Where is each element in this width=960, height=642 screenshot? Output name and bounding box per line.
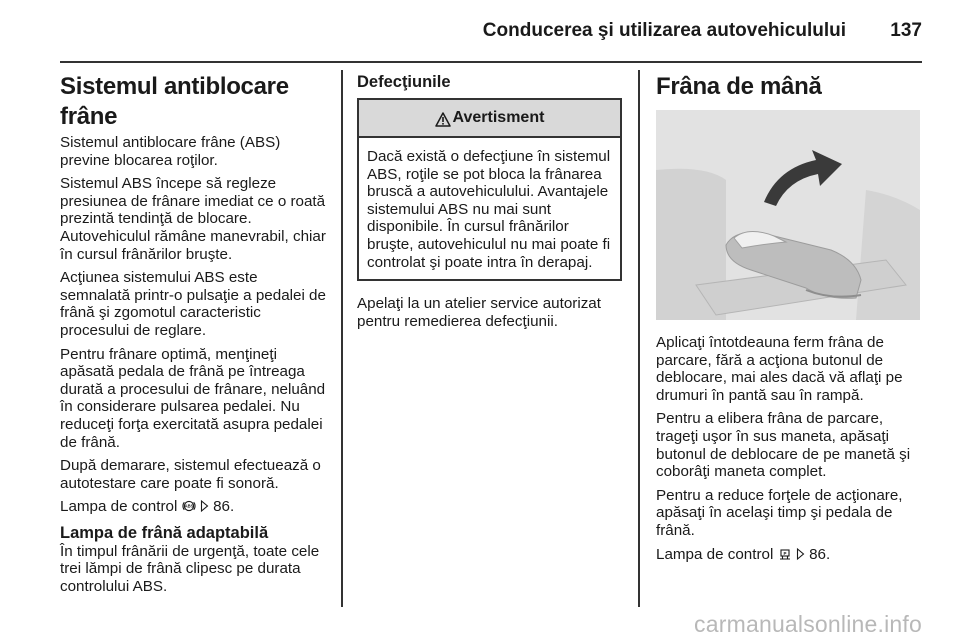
warning-title: Avertisment	[452, 109, 545, 127]
subheading-adaptive-brake-light: Lampa de frână adaptabilă	[60, 523, 269, 542]
column-divider-1	[341, 70, 343, 607]
page-reference: 86.	[809, 545, 831, 563]
watermark: carmanualsonline.info	[694, 611, 922, 637]
section-heading-abs: Sistemul antiblocare frâne	[60, 73, 289, 130]
warning-box	[357, 98, 622, 281]
paragraph: Sistemul ABS începe să regleze presiunea de frânare imediat ce o roată prezintă tendinţă de blocare. Autovehiculul rămâne manevrabil, chiar în cursul frânărilor bruşte.	[60, 175, 326, 263]
warning-text: Dacă există o defecţiune în sistemul ABS, roţile se pot bloca la frânarea bruscă a autovehiculului. Avantajele sistemului ABS nu mai sunt disponibile. În cursul frânărilor bruşte, autovehiculul nu mai poate fi controlat şi poate intra în derapaj.	[367, 148, 611, 271]
svg-text:P: P	[783, 550, 787, 556]
section-heading-faults: Defecţiunile	[357, 73, 451, 91]
column-faults	[357, 72, 622, 336]
warning-header	[359, 100, 620, 138]
parking-brake-illustration	[656, 110, 920, 320]
page-reference-arrow-icon	[796, 547, 805, 561]
parking-brake-lamp-icon	[778, 547, 792, 561]
header-rule	[60, 61, 922, 63]
paragraph: Sistemul antiblocare frâne (ABS) previne blocarea roţilor.	[60, 134, 281, 169]
paragraph: Acţiunea sistemului ABS este semnalată printr-o pulsaţie a pedalei de frână şi zgomotul caracteristic procesului de reglare.	[60, 269, 326, 339]
page-number: 137	[890, 20, 922, 41]
abs-warning-lamp-icon	[182, 499, 196, 513]
paragraph: După demarare, sistemul efectuează o autotestare care poate fi sonoră.	[60, 457, 321, 492]
section-heading-parking-brake: Frâna de mână	[656, 73, 822, 100]
lamp-label: Lampa de control	[656, 545, 774, 563]
page-header	[60, 14, 922, 50]
page-reference: 86.	[213, 498, 235, 516]
column-abs	[60, 72, 330, 602]
paragraph: Apelaţi la un atelier service autorizat pentru remedierea defecţiunii.	[357, 295, 601, 330]
paragraph: Pentru frânare optimă, menţineţi apăsată pedala de frână pe întreaga durată a procesului de frânare, neluând în considerare pulsarea pedalei. Nu reduceţi forţa exercitată asupra pedalei de frână.	[60, 345, 326, 451]
paragraph: Pentru a reduce forţele de acţionare, apăsaţi în acelaşi timp şi pedala de frână.	[656, 486, 903, 539]
svg-text:ABS: ABS	[184, 503, 194, 509]
paragraph: În timpul frânării de urgenţă, toate cele trei lămpi de frână clipesc pe durata controlului ABS.	[60, 542, 320, 596]
page-reference-arrow-icon	[200, 499, 209, 513]
running-title: Conducerea şi utilizarea autovehiculului	[482, 20, 846, 41]
column-divider-2	[638, 70, 640, 607]
paragraph: Pentru a elibera frâna de parcare, trageţi uşor în sus maneta, apăsaţi butonul de deblocare de pe manetă şi coborâţi maneta complet.	[656, 410, 911, 481]
lamp-label: Lampa de control	[60, 498, 178, 516]
paragraph: Aplicaţi întotdeauna ferm frâna de parcare, fără a acţiona butonul de deblocare, mai ales dacă vă aflaţi pe drumuri în pantă sau în rampă.	[656, 334, 903, 404]
column-parking-brake	[656, 72, 922, 569]
lamp-reference-line	[60, 498, 330, 516]
lamp-reference-line	[656, 546, 922, 564]
warning-triangle-icon	[435, 112, 451, 127]
